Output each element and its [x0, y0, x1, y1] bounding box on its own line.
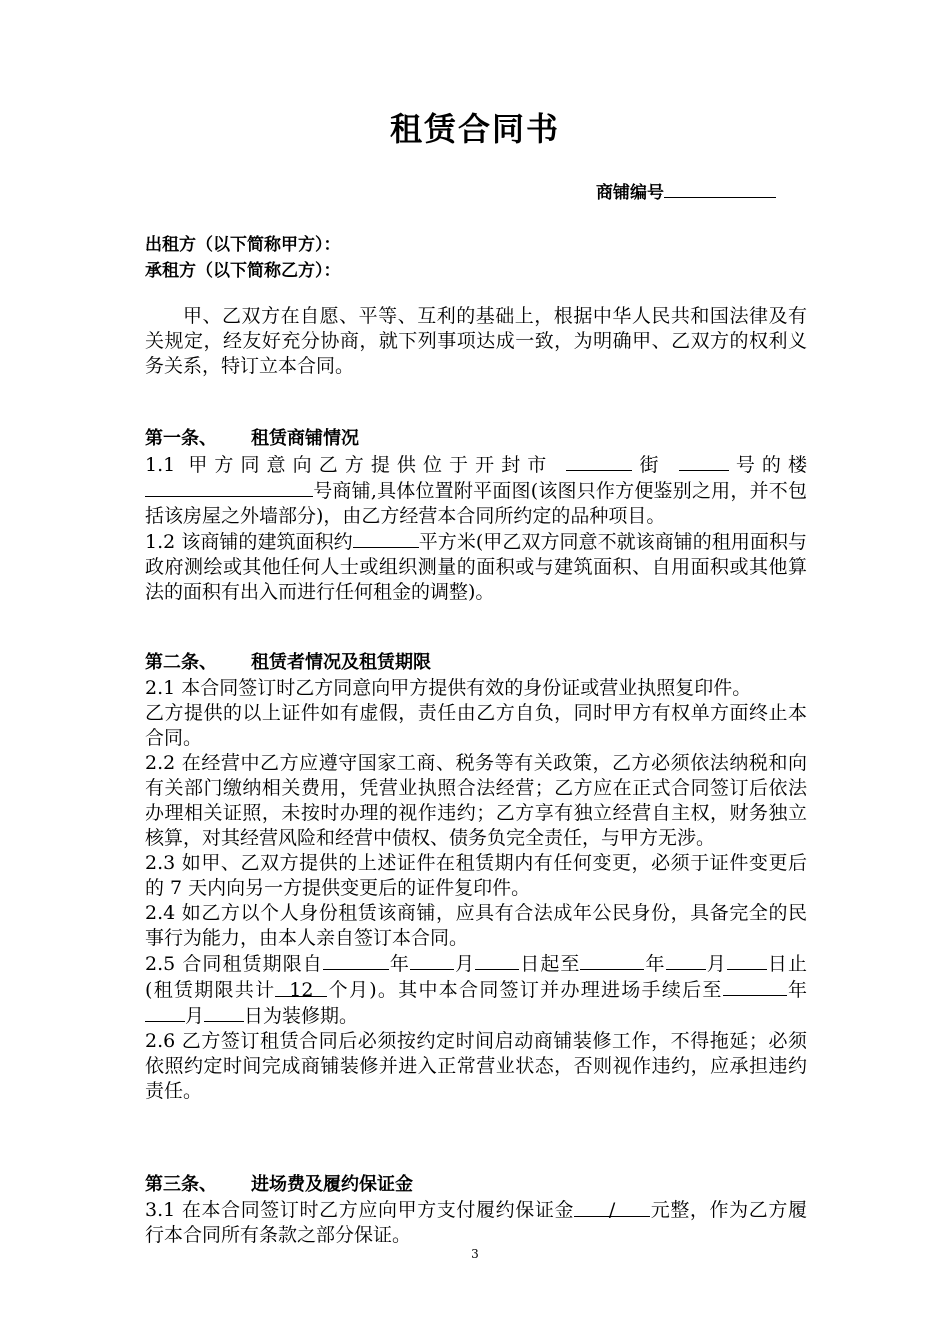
shop-number-blank	[664, 179, 776, 198]
end-month-blank	[666, 951, 706, 970]
article-number: 第二条、	[145, 652, 217, 673]
article-1	[145, 426, 807, 605]
clause-2-3: 2.3 如甲、乙双方提供的上述证件在租赁期内有任何变更，必须于证件变更后的 7 天内向另一方提供变更后的证件复印件。	[145, 852, 807, 899]
clause-2-1: 2.1 本合同签订时乙方同意向甲方提供有效的身份证或营业执照复印件。	[145, 677, 752, 699]
shop-number-label: 商铺编号	[596, 183, 664, 203]
article-heading	[145, 426, 807, 452]
start-year-blank	[323, 951, 389, 970]
number-blank	[679, 452, 729, 471]
area-blank	[353, 529, 419, 548]
months-value: 12	[275, 978, 327, 997]
article-2	[145, 650, 807, 1104]
article-title: 进场费及履约保证金	[251, 1174, 413, 1195]
clause-2-1-note: 乙方提供的以上证件如有虚假，责任由乙方自负，同时甲方有权单方面终止本合同。	[145, 702, 807, 749]
start-day-blank	[475, 951, 519, 970]
article-heading	[145, 1172, 807, 1198]
clause-2-5: 2.5 合同租赁期限自 年 月 日起至 年 月 日止(租赁期限共计 12 个月)。其中本合同签订并办理进场手续后至 年月 日为装修期。	[145, 953, 807, 1027]
lessor-line: 出租方（以下简称甲方）：	[145, 235, 341, 255]
start-month-blank	[410, 951, 454, 970]
clause-1-2: 1.2 该商铺的建筑面积约 平方米(甲乙双方同意不就该商铺的租用面积与政府测绘或其他任何人士或组织测量的面积或与建筑面积、自用面积或其他算法的面积有出入而进行任何租金的调整)。	[145, 531, 807, 603]
preamble-block	[145, 304, 807, 379]
clause-2-4: 2.4 如乙方以个人身份租赁该商铺，应具有合法成年公民身份，具备完全的民事行为能力，由本人亲自签订本合同。	[145, 902, 807, 949]
clause-3-1: 3.1 在本合同签订时乙方应向甲方支付履约保证金 / 元整，作为乙方履行本合同所有条款之部分保证。	[145, 1199, 807, 1246]
building-blank	[145, 478, 313, 497]
clause-2-6: 2.6 乙方签订租赁合同后必须按约定时间启动商铺装修工作，不得拖延；必须依照约定时间完成商铺装修并进入正常营业状态，否则视作违约，应承担违约责任。	[145, 1030, 807, 1102]
reno-month-blank	[145, 1003, 185, 1022]
shop-number-field	[596, 178, 776, 203]
page-number: 3	[471, 1247, 479, 1261]
clause-2-2: 2.2 在经营中乙方应遵守国家工商、税务等有关政策，乙方必须依法纳税和向有关部门缴纳相关费用，凭营业执照合法经营；乙方应在正式合同签订后依法办理相关证照，未按时办理的视作违约；乙方享有独立经营自主权，财务独立核算，对其经营风险和经营中债权、债务负完全责任，与甲方无涉。	[145, 752, 807, 849]
article-number: 第一条、	[145, 428, 217, 449]
preamble-paragraph: 甲、乙双方在自愿、平等、互利的基础上，根据中华人民共和国法律及有关规定，经友好充分协商，就下列事项达成一致，为明确甲、乙双方的权利义务关系，特订立本合同。	[145, 305, 807, 377]
article-number: 第三条、	[145, 1174, 217, 1195]
document-title: 租赁合同书	[389, 110, 560, 148]
article-title: 租赁者情况及租赁期限	[251, 652, 431, 673]
reno-year-blank	[723, 977, 787, 996]
article-heading	[145, 650, 807, 676]
end-year-blank	[580, 951, 644, 970]
end-day-blank	[727, 951, 767, 970]
article-title: 租赁商铺情况	[251, 428, 359, 449]
lessee-line: 承租方（以下简称乙方）：	[145, 261, 341, 281]
clause-1-1: 1.1 甲方同意向乙方提供位于开封市 街 号的楼号商铺,具体位置附平面图(该图只作方便鉴别之用，并不包括该房屋之外墙部分)，由乙方经营本合同所约定的品种项目。	[145, 454, 807, 527]
deposit-value: /	[574, 1198, 650, 1217]
article-3	[145, 1172, 807, 1248]
reno-day-blank	[204, 1003, 244, 1022]
street-blank	[566, 452, 632, 471]
